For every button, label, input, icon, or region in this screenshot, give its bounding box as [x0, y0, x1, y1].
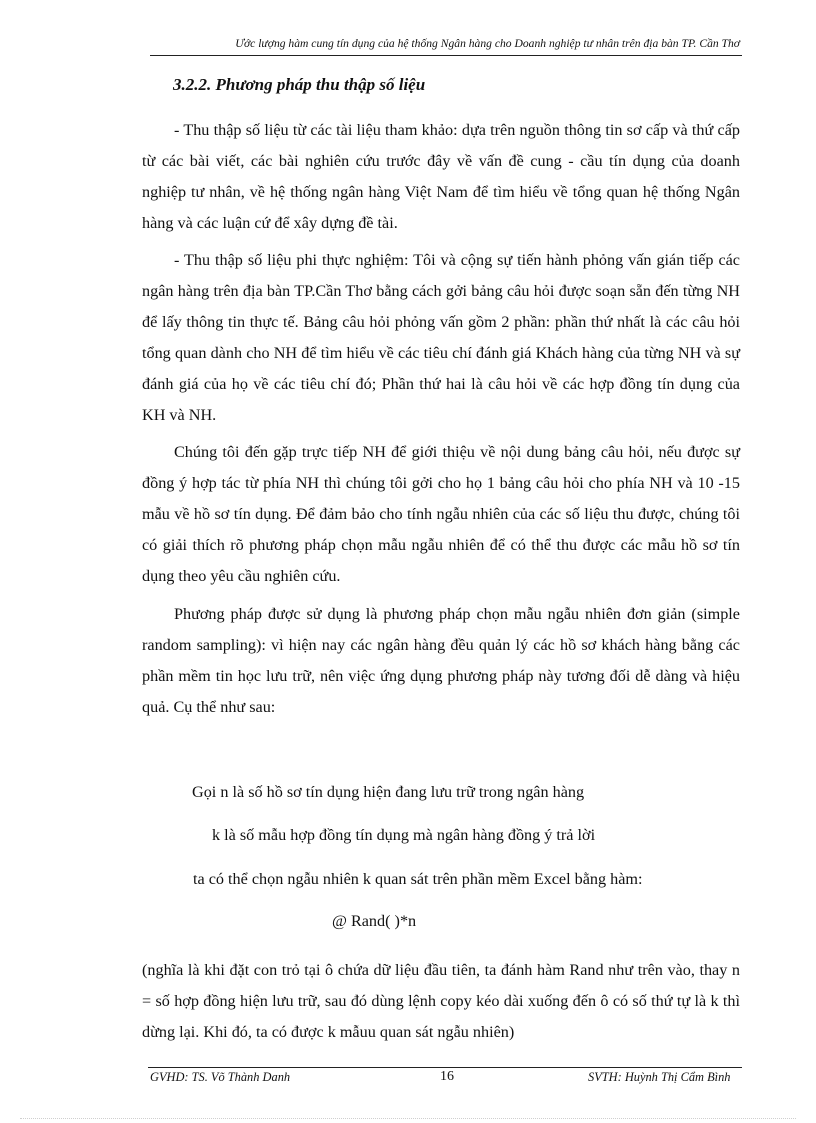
- formula-definition-k: k là số mẫu hợp đồng tín dụng mà ngân hàng đồng ý trả lời: [212, 826, 596, 844]
- paragraph-non-experimental: - Thu thập số liệu phi thực nghiệm: Tôi và cộng sự tiến hành phỏng vấn gián tiếp các ngân hàng trên địa bàn TP.Cần Thơ bằng cách gởi bảng câu hỏi được soạn sẵn đến từng NH để lấy thông tin thực tế. Bảng câu hỏi phỏng vấn gồm 2 phần: phần thứ nhất là các câu hỏi tổng quan dành cho NH để tìm hiểu về các tiêu chí đánh giá Khách hàng của từng NH và sự đánh giá của họ về các tiêu chí đó; Phần thứ hai là câu hỏi về các hợp đồng tín dụng của KH và NH.: [142, 251, 740, 424]
- section-heading: 3.2.2. Phương pháp thu thập số liệu: [173, 75, 426, 94]
- formula-note: (nghĩa là khi đặt con trỏ tại ô chứa dữ liệu đầu tiên, ta đánh hàm Rand như trên vào, thay n = số hợp đồng hiện lưu trữ, sau đó dùng lệnh copy kéo dài xuống đến ô có số thứ tự là k thì dừng lại. Khi đó, ta có được k mẫuu quan sát ngẫu nhiên): [142, 961, 740, 1041]
- page-edge-divider: [20, 1118, 796, 1119]
- formula-instruction: ta có thể chọn ngẫu nhiên k quan sát trên phần mềm Excel bằng hàm:: [193, 870, 643, 888]
- footer-student: SVTH: Huỳnh Thị Cẩm Bình: [588, 1070, 731, 1084]
- footer-rule: [148, 1067, 742, 1068]
- running-header: Ước lượng hàm cung tín dụng của hệ thống Ngân hàng cho Doanh nghiệp tư nhân trên địa bàn TP. Cần Thơ: [235, 37, 740, 50]
- page-number: 16: [440, 1069, 454, 1084]
- formula-definition-n: Gọi n là số hồ sơ tín dụng hiện đang lưu trữ trong ngân hàng: [192, 783, 585, 801]
- footer-advisor: GVHD: TS. Võ Thành Danh: [150, 1070, 291, 1084]
- paragraph-sampling-method: Phương pháp được sử dụng là phương pháp chọn mẫu ngẫu nhiên đơn giản (simple random sampling): vì hiện nay các ngân hàng đều quản lý các hồ sơ khách hàng bằng các phần mềm tin học lưu trữ, nên việc ứng dụng phương pháp này tương đối dễ dàng và hiệu quả. Cụ thể như sau:: [142, 605, 740, 716]
- header-rule: [150, 55, 742, 56]
- paragraph-references: - Thu thập số liệu từ các tài liệu tham khảo: dựa trên nguồn thông tin sơ cấp và thứ cấp từ các bài viết, các bài nghiên cứu trước đây về vấn đề cung - cầu tín dụng của doanh nghiệp tư nhân, về hệ thống ngân hàng Việt Nam để tìm hiểu về tổng quan hệ thống Ngân hàng và các luận cứ để xây dựng đề tài.: [142, 121, 740, 232]
- formula-function: @ Rand( )*n: [332, 912, 417, 930]
- paragraph-direct-contact: Chúng tôi đến gặp trực tiếp NH để giới thiệu về nội dung bảng câu hỏi, nếu được sự đồng ý hợp tác từ phía NH thì chúng tôi gởi cho họ 1 bảng câu hỏi cho phía NH và 10 -15 mẫu về hồ sơ tín dụng. Để đảm bảo cho tính ngẫu nhiên của các số liệu thu được, chúng tôi có giải thích rõ phương pháp chọn mẫu ngẫu nhiên để có thể thu được các mẫu hồ sơ tín dụng theo yêu cầu nghiên cứu.: [142, 443, 740, 585]
